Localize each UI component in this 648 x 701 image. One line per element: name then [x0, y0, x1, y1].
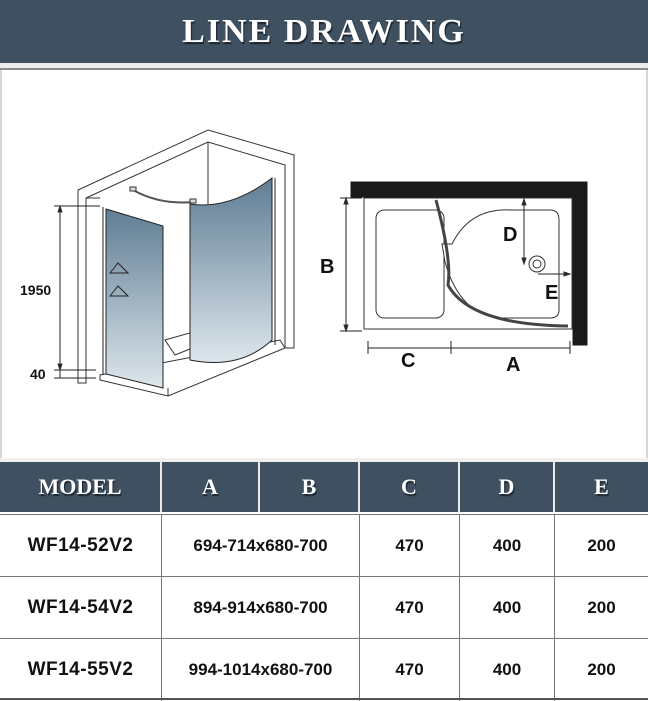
cell-e: 200 — [587, 660, 616, 679]
header-b: B — [260, 462, 360, 512]
dimension-label-a: A — [506, 354, 521, 376]
page-title: LINE DRAWING — [182, 12, 466, 50]
dimension-label-d: D — [503, 224, 518, 246]
dimension-label-c: C — [401, 350, 416, 372]
cell-c: 470 — [360, 515, 460, 577]
cell-e: 200 — [587, 598, 616, 617]
header-c: C — [360, 462, 460, 512]
dimension-label-e: E — [545, 282, 559, 304]
cell-d: 400 — [460, 577, 555, 639]
cell-d: 400 — [460, 515, 555, 577]
plan-view — [340, 182, 587, 354]
cell-e: 200 — [587, 536, 616, 555]
table-row — [0, 514, 648, 576]
table-row — [0, 638, 648, 700]
cell-model: WF14-55V2 — [0, 639, 162, 701]
table-header-row — [0, 462, 648, 512]
title-banner — [0, 0, 648, 63]
perspective-view — [54, 130, 294, 396]
table-row — [0, 576, 648, 638]
header-a: A — [162, 462, 260, 512]
cell-ab: 894-914x680-700 — [162, 577, 360, 639]
cell-d: 400 — [460, 639, 555, 701]
cell-model: WF14-54V2 — [0, 577, 162, 639]
header-model: MODEL — [0, 462, 162, 512]
cell-model: WF14-52V2 — [0, 515, 162, 577]
cell-ab: 994-1014x680-700 — [162, 639, 360, 701]
cell-c: 470 — [360, 639, 460, 701]
header-e: E — [555, 462, 648, 512]
cell-c: 470 — [360, 577, 460, 639]
base-dimension-label: 40 — [30, 366, 46, 382]
header-d: D — [460, 462, 555, 512]
height-dimension-label: 1950 — [20, 282, 52, 298]
dimension-label-b: B — [320, 256, 335, 278]
spec-table — [0, 462, 648, 700]
cell-ab: 694-714x680-700 — [162, 515, 360, 577]
